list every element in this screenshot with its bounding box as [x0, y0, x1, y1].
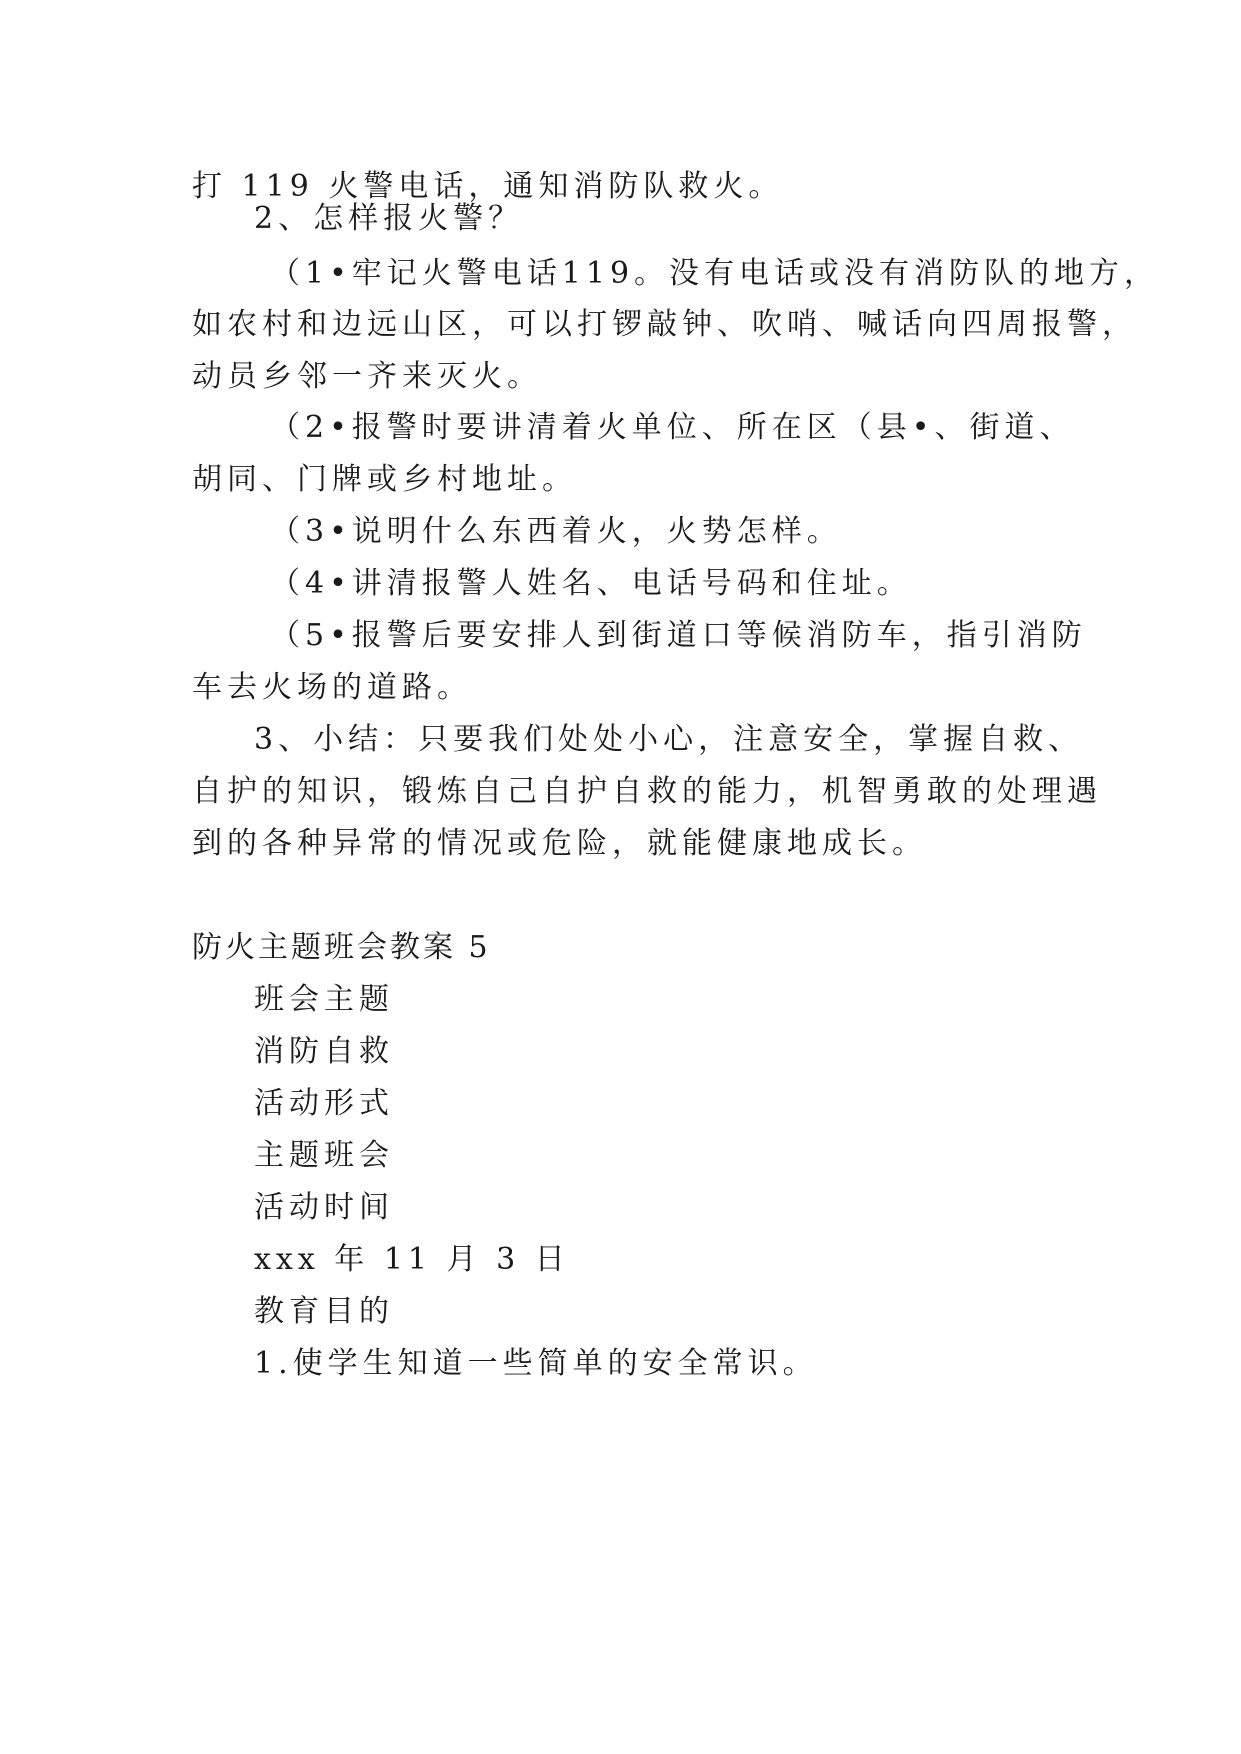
list-item: xxx 年 11 月 3 日: [254, 1242, 570, 1277]
paragraph-line: 3、小结：只要我们处处小心，注意安全，掌握自救、: [254, 722, 1084, 757]
paragraph-line: （3•说明什么东西着火，火势怎样。: [270, 514, 842, 549]
paragraph-line: 打 119 火警电话，通知消防队救火。: [192, 169, 784, 204]
paragraph-line: （4•讲清报警人姓名、电话号码和住址。: [270, 566, 912, 601]
list-item: 主题班会: [254, 1138, 394, 1173]
list-item: 消防自救: [254, 1034, 394, 1069]
paragraph-line: 2、怎样报火警？: [254, 201, 524, 236]
paragraph-line: （1•牢记火警电话119。没有电话或没有消防队的地方，: [270, 256, 1160, 291]
paragraph-line: 车去火场的道路。: [192, 670, 472, 705]
list-item: 活动时间: [254, 1190, 394, 1225]
paragraph-line: 到的各种异常的情况或危险，就能健康地成长。: [192, 826, 927, 861]
list-item: 班会主题: [254, 982, 394, 1017]
paragraph-line: 自护的知识，锻炼自己自护自救的能力，机智勇敢的处理遇: [192, 774, 1102, 809]
paragraph-line: 如农村和边远山区，可以打锣敲钟、吹哨、喊话向四周报警，: [192, 307, 1137, 342]
list-item: 1.使学生知道一些简单的安全常识。: [254, 1346, 818, 1381]
paragraph-line: （5•报警后要安排人到街道口等候消防车，指引消防: [270, 618, 1087, 653]
paragraph-line: （2•报警时要讲清着火单位、所在区（县•、街道、: [270, 410, 1075, 445]
list-item: 教育目的: [254, 1294, 394, 1329]
paragraph-line: 胡同、门牌或乡村地址。: [192, 462, 577, 497]
paragraph-line: 动员乡邻一齐来灭火。: [192, 359, 542, 394]
list-item: 活动形式: [254, 1086, 394, 1121]
section-title: 防火主题班会教案 5: [192, 930, 491, 965]
